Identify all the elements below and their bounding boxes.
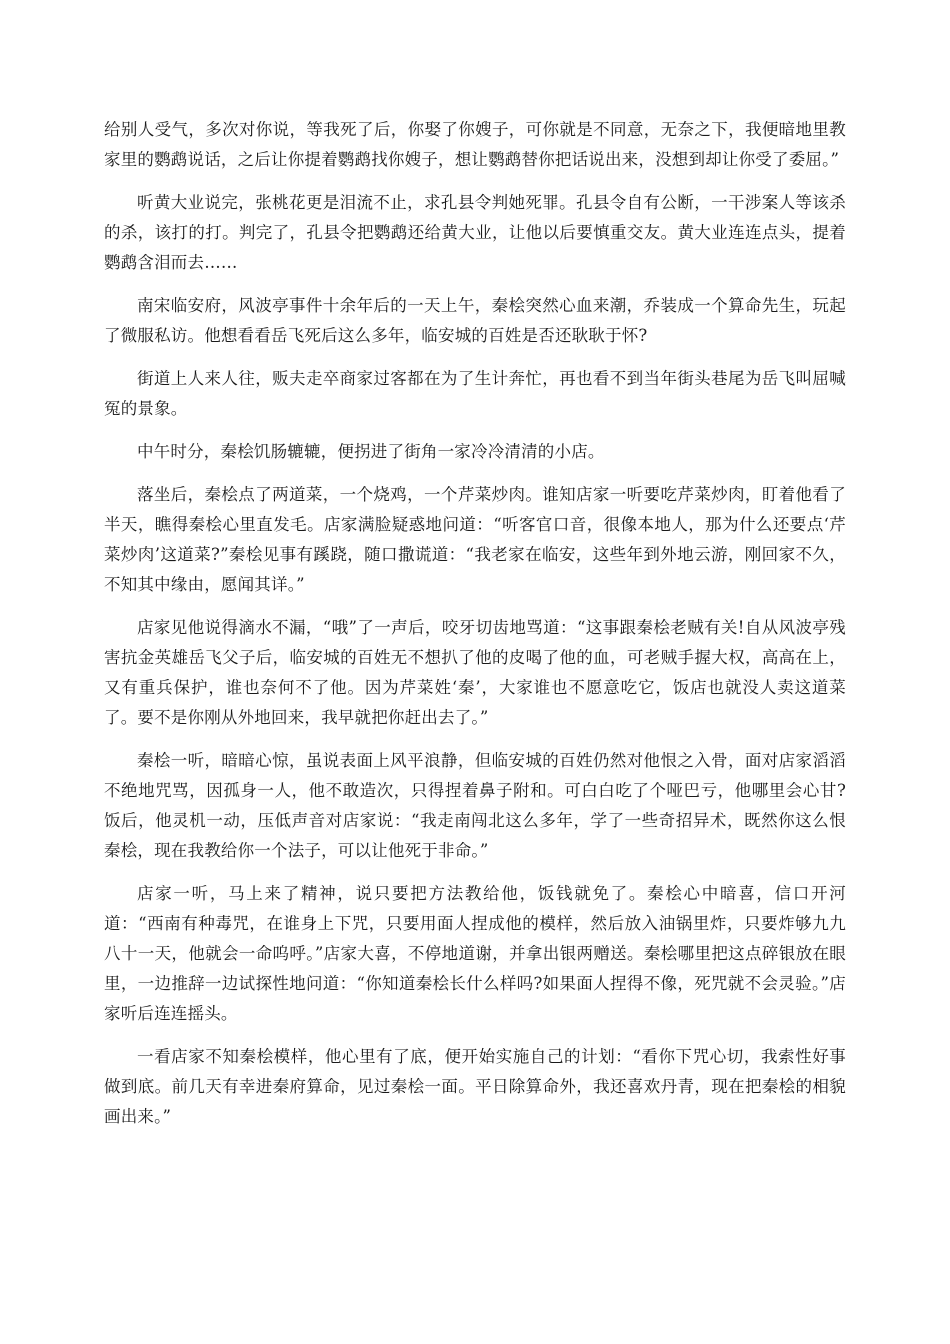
paragraph-7: 店家见他说得滴水不漏，“哦”了一声后，咬牙切齿地骂道：“这事跟秦桧老贼有关!自从风波亭残害抗金英雄岳飞父子后，临安城的百姓无不想扒了他的皮喝了他的血，可老贼手握大权，高高在上，又有重兵保护，谁也奈何不了他。因为芹菜姓‘秦’，大家谁也不愿意吃它，饭店也就没人卖这道菜了。要不是你刚从外地回来，我早就把你赶出去了。” <box>104 618 846 727</box>
paragraph-8: 秦桧一听，暗暗心惊，虽说表面上风平浪静，但临安城的百姓仍然对他恨之入骨，面对店家滔滔不绝地咒骂，因孤身一人，他不敢造次，只得捏着鼻子附和。可白白吃了个哑巴亏，他哪里会心甘?饭后，他灵机一动，压低声音对店家说：“我走南闯北这么多年，学了一些奇招异术，既然你这么恨秦桧，现在我教给你一个法子，可以让他死于非命。” <box>104 751 846 860</box>
paragraph-4: 街道上人来人往，贩夫走卒商家过客都在为了生计奔忙，再也看不到当年街头巷尾为岳飞叫屈喊冤的景象。 <box>104 369 846 418</box>
paragraph-9: 店家一听，马上来了精神，说只要把方法教给他，饭钱就免了。秦桧心中暗喜，信口开河道：“西南有种毒咒，在谁身上下咒，只要用面人捏成他的模样，然后放入油锅里炸，只要炸够九九八十一天，他就会一命呜呼。”店家大喜，不停地道谢，并拿出银两赠送。秦桧哪里把这点碎银放在眼里，一边推辞一边试探性地问道：“你知道秦桧长什么样吗?如果面人捏得不像，死咒就不会灵验。”店家听后连连摇头。 <box>104 884 846 1023</box>
paragraph-2: 听黄大业说完，张桃花更是泪流不止，求孔县令判她死罪。孔县令自有公断，一干涉案人等该杀的杀，该打的打。判完了，孔县令把鹦鹉还给黄大业，让他以后要慎重交友。黄大业连连点头，提着鹦鹉含泪而去…… <box>104 193 846 272</box>
paragraph-5: 中午时分，秦桧饥肠辘辘，便拐进了街角一家冷冷清清的小店。 <box>137 442 605 461</box>
paragraph-10: 一看店家不知秦桧模样，他心里有了底，便开始实施自己的计划：“看你下咒心切，我索性好事做到底。前几天有幸进秦府算命，见过秦桧一面。平日除算命外，我还喜欢丹青，现在把秦桧的相貌画出来。” <box>104 1047 846 1126</box>
paragraph-6: 落坐后，秦桧点了两道菜，一个烧鸡，一个芹菜炒肉。谁知店家一听要吃芹菜炒肉，盯着他看了半天，瞧得秦桧心里直发毛。店家满脸疑惑地问道：“听客官口音，很像本地人，那为什么还要点‘芹菜炒肉’这道菜?”秦桧见事有蹊跷，随口撒谎道：“我老家在临安，这些年到外地云游，刚回家不久，不知其中缘由，愿闻其详。” <box>104 485 846 594</box>
paragraph-1: 给别人受气，多次对你说，等我死了后，你娶了你嫂子，可你就是不同意，无奈之下，我便暗地里教家里的鹦鹉说话，之后让你提着鹦鹉找你嫂子，想让鹦鹉替你把话说出来，没想到却让你受了委屈。” <box>104 120 846 169</box>
paragraph-3: 南宋临安府，风波亭事件十余年后的一天上午，秦桧突然心血来潮，乔装成一个算命先生，玩起了微服私访。他想看看岳飞死后这么多年，临安城的百姓是否还耿耿于怀? <box>104 296 846 345</box>
